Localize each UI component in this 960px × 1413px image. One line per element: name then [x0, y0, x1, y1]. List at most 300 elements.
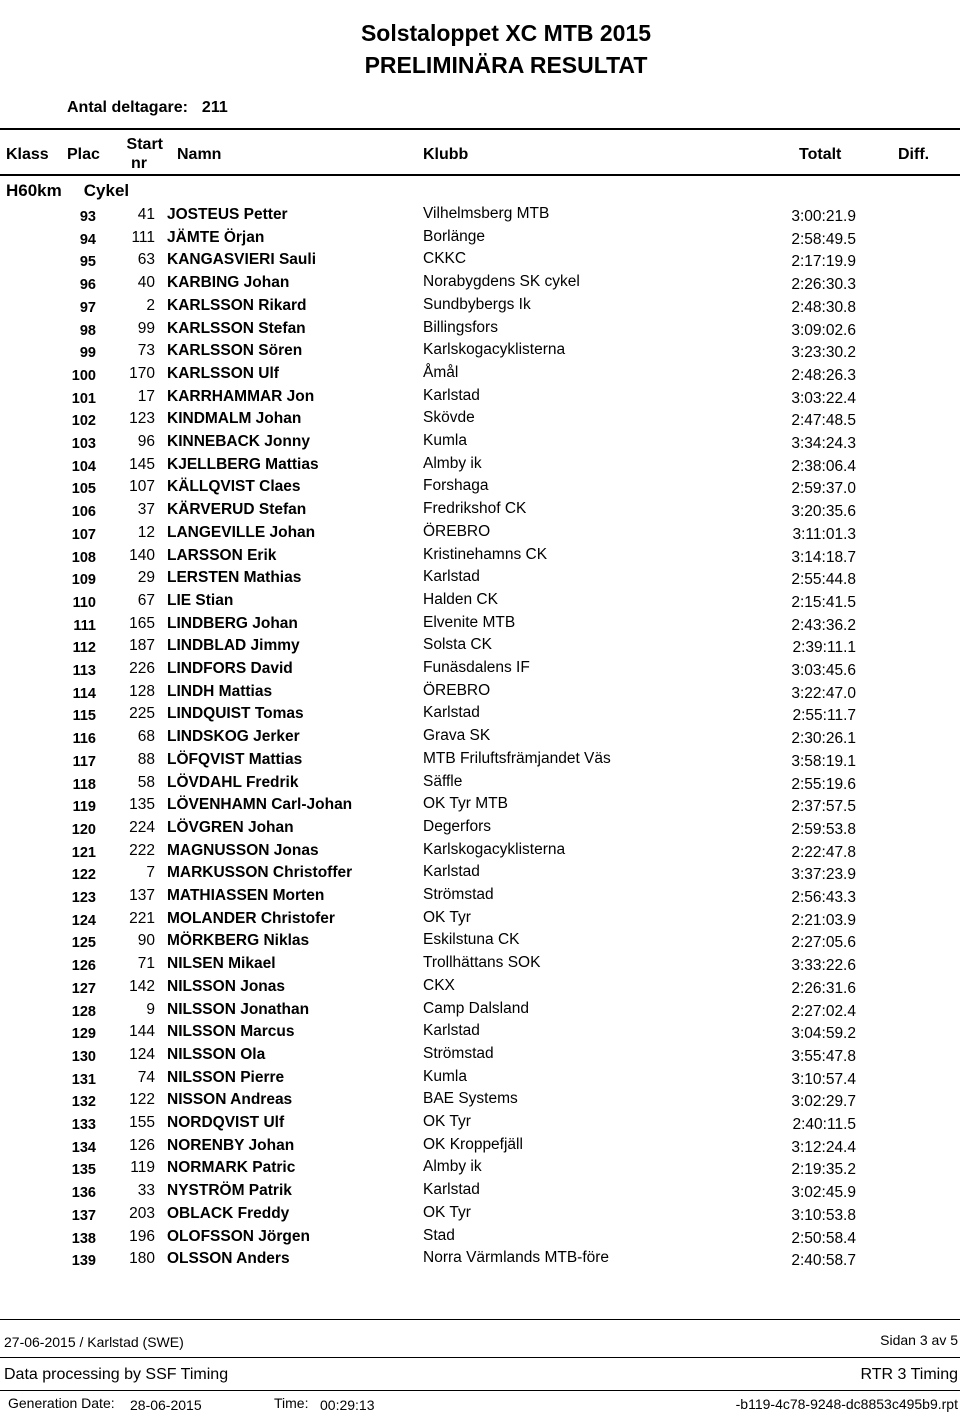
- row-total-time: 2:56:43.3: [791, 889, 856, 906]
- row-club: Degerfors: [423, 817, 492, 835]
- row-club: Kristinehamns CK: [423, 545, 548, 563]
- row-club: Fredrikshof CK: [423, 500, 527, 518]
- table-row: [0, 817, 960, 839]
- row-name: LINDH Mattias: [167, 682, 273, 700]
- row-name: KARLSSON Stefan: [167, 319, 306, 337]
- group-klass: H60km: [6, 181, 62, 200]
- footer-date-place: 27-06-2015 / Karlstad (SWE): [4, 1334, 184, 1350]
- table-row: [0, 999, 960, 1021]
- row-start-nr: 74: [137, 1068, 155, 1086]
- row-total-time: 2:26:31.6: [791, 979, 856, 997]
- table-row: [0, 408, 960, 430]
- row-club: Forshaga: [423, 477, 489, 495]
- row-start-nr: 88: [137, 750, 155, 768]
- row-start-nr: 165: [129, 614, 155, 632]
- row-name: KÄRVERUD Stefan: [167, 501, 307, 519]
- row-plac: 110: [72, 594, 96, 611]
- row-club: MTB Friluftsfrämjandet Väs: [423, 749, 611, 767]
- row-total-time: 2:55:11.7: [792, 707, 856, 725]
- table-row: [0, 522, 960, 544]
- participant-count-label: Antal deltagare:: [67, 99, 188, 116]
- row-name: NORMARK Patric: [167, 1159, 296, 1177]
- row-start-nr: 99: [137, 319, 155, 337]
- row-club: Skövde: [423, 409, 475, 427]
- row-plac: 121: [71, 844, 96, 861]
- col-header-plac: Plac: [67, 146, 100, 163]
- row-club: Strömstad: [423, 886, 494, 903]
- row-club: Karlskogacyklisterna: [423, 341, 566, 359]
- row-start-nr: 90: [137, 932, 155, 950]
- row-name: LANGEVILLE Johan: [167, 523, 316, 541]
- row-total-time: 2:21:03.9: [791, 911, 856, 929]
- row-name: NILSEN Mikael: [167, 955, 276, 973]
- row-start-nr: 107: [129, 478, 155, 496]
- row-club: Almby ik: [423, 1158, 482, 1176]
- row-club: Norabygdens SK cykel: [423, 273, 580, 291]
- table-row: [0, 658, 960, 680]
- footer-time-label: Time:: [274, 1395, 309, 1411]
- col-header-start: Start: [126, 136, 163, 153]
- row-start-nr: 9: [146, 1000, 155, 1018]
- row-club: Halden CK: [423, 590, 498, 608]
- row-plac: 104: [71, 458, 96, 475]
- row-start-nr: 126: [129, 1136, 155, 1154]
- row-club: Karlstad: [423, 568, 480, 586]
- row-start-nr: 135: [129, 796, 155, 814]
- table-row: [0, 295, 960, 317]
- row-start-nr: 29: [137, 569, 155, 587]
- table-row: [0, 363, 960, 385]
- row-plac: 93: [79, 209, 96, 225]
- row-total-time: 3:12:24.4: [791, 1138, 856, 1156]
- table-row: [0, 862, 960, 884]
- row-name: OLSSON Anders: [167, 1250, 290, 1268]
- footer-page-number: Sidan 3 av 5: [880, 1332, 958, 1348]
- row-plac: 117: [72, 753, 96, 770]
- row-total-time: 3:02:29.7: [791, 1093, 856, 1111]
- row-total-time: 2:59:37.0: [791, 480, 856, 498]
- table-row: [0, 1067, 960, 1089]
- row-name: JÄMTE Örjan: [167, 228, 265, 246]
- row-club: Karlstad: [423, 1022, 480, 1040]
- row-name: NILSSON Jonas: [167, 977, 285, 995]
- row-plac: 95: [79, 254, 96, 271]
- row-start-nr: 111: [131, 228, 155, 246]
- row-total-time: 2:48:30.8: [791, 298, 856, 316]
- row-club: OK Tyr: [423, 1203, 471, 1221]
- row-club: CKKC: [423, 250, 467, 268]
- table-row: [0, 454, 960, 476]
- row-start-nr: 222: [129, 841, 155, 859]
- row-total-time: 3:22:47.0: [791, 684, 856, 702]
- row-total-time: 2:26:30.3: [791, 276, 856, 294]
- row-total-time: 3:00:21.9: [791, 208, 856, 225]
- row-start-nr: 33: [137, 1182, 155, 1200]
- row-total-time: 2:15:41.5: [791, 593, 856, 611]
- row-club: Åmål: [423, 363, 459, 381]
- row-start-nr: 137: [129, 887, 155, 904]
- row-name: KARRHAMMAR Jon: [167, 387, 315, 405]
- row-plac: 108: [71, 549, 96, 566]
- row-plac: 106: [71, 504, 96, 521]
- row-club: Karlstad: [423, 704, 480, 722]
- table-row: [0, 794, 960, 816]
- row-start-nr: 145: [129, 455, 155, 473]
- row-name: KARLSSON Sören: [167, 342, 303, 360]
- header-bottom-rule: [0, 174, 960, 176]
- row-start-nr: 119: [130, 1159, 155, 1177]
- row-club: Vilhelmsberg MTB: [423, 205, 550, 222]
- row-club: Solsta CK: [423, 636, 492, 654]
- row-total-time: 2:55:44.8: [791, 571, 856, 589]
- row-club: Strömstad: [423, 1044, 494, 1062]
- table-row: [0, 953, 960, 975]
- table-row: [0, 703, 960, 725]
- row-name: MOLANDER Christofer: [167, 909, 335, 927]
- row-club: Funäsdalens IF: [423, 659, 530, 676]
- row-name: MÖRKBERG Niklas: [167, 932, 310, 950]
- row-total-time: 3:37:23.9: [791, 866, 856, 884]
- row-club: Elvenite MTB: [423, 613, 516, 631]
- row-total-time: 2:37:57.5: [791, 798, 856, 816]
- row-name: LERSTEN Mathias: [167, 569, 302, 587]
- row-start-nr: 41: [137, 206, 155, 223]
- table-row: [0, 340, 960, 362]
- row-total-time: 2:58:49.5: [791, 230, 856, 248]
- row-name: LINDBERG Johan: [167, 614, 298, 632]
- col-header-namn: Namn: [177, 146, 222, 163]
- row-start-nr: 63: [137, 251, 155, 269]
- table-row: [0, 1044, 960, 1066]
- table-row: [0, 1157, 960, 1179]
- row-plac: 129: [71, 1026, 96, 1043]
- row-club: Grava SK: [423, 727, 491, 745]
- row-plac: 132: [71, 1094, 96, 1111]
- footer-time: 00:29:13: [320, 1397, 375, 1413]
- row-plac: 102: [71, 413, 96, 430]
- group-heading: [6, 181, 129, 201]
- row-club: Sundbybergs Ik: [423, 295, 531, 313]
- col-header-start-nr: [113, 135, 163, 173]
- row-club: Säffle: [423, 772, 463, 790]
- row-name: NYSTRÖM Patrik: [167, 1182, 292, 1200]
- col-header-nr: nr: [131, 155, 147, 172]
- row-total-time: 2:22:47.8: [791, 843, 856, 861]
- table-row: [0, 249, 960, 271]
- footer-processing: Data processing by SSF Timing: [4, 1366, 229, 1383]
- row-plac: 131: [71, 1071, 96, 1088]
- table-row: [0, 1021, 960, 1043]
- row-start-nr: 142: [129, 977, 155, 995]
- row-plac: 134: [71, 1139, 96, 1156]
- row-name: LINDBLAD Jimmy: [167, 637, 300, 655]
- row-plac: 118: [72, 776, 96, 793]
- row-start-nr: 96: [137, 433, 155, 450]
- row-plac: 115: [72, 708, 96, 725]
- row-start-nr: 7: [146, 864, 155, 882]
- footer-file: -b119-4c78-9248-dc8853c495b9.rpt: [735, 1396, 958, 1412]
- row-start-nr: 124: [129, 1045, 155, 1063]
- row-plac: 125: [71, 935, 96, 952]
- table-row: [0, 386, 960, 408]
- table-row: [0, 885, 960, 907]
- row-start-nr: 140: [129, 546, 155, 564]
- row-name: KINNEBACK Jonny: [167, 433, 310, 450]
- row-name: KARBING Johan: [167, 274, 290, 292]
- row-total-time: 2:27:05.6: [791, 934, 856, 952]
- header-top-rule: [0, 128, 960, 130]
- row-start-nr: 221: [129, 909, 155, 927]
- row-plac: 126: [71, 958, 96, 975]
- participant-count-value: 211: [201, 99, 228, 116]
- row-total-time: 3:55:47.8: [791, 1047, 856, 1065]
- row-club: Kumla: [423, 432, 467, 449]
- row-name: NISSON Andreas: [167, 1091, 293, 1109]
- row-name: LINDQUIST Tomas: [167, 705, 304, 723]
- row-start-nr: 196: [129, 1227, 155, 1245]
- col-header-diff: Diff.: [898, 146, 930, 163]
- row-start-nr: 203: [129, 1204, 155, 1222]
- row-total-time: 2:48:26.3: [791, 366, 856, 384]
- row-name: OLOFSSON Jörgen: [167, 1227, 310, 1245]
- row-plac: 139: [71, 1253, 96, 1270]
- row-name: LÖVDAHL Fredrik: [167, 773, 299, 791]
- row-plac: 128: [71, 1003, 96, 1020]
- row-total-time: 3:11:01.3: [792, 525, 856, 543]
- row-plac: 122: [71, 867, 96, 884]
- row-name: LINDSKOG Jerker: [167, 728, 300, 746]
- row-plac: 119: [72, 799, 96, 816]
- row-plac: 113: [72, 663, 96, 679]
- row-club: Billingsfors: [423, 318, 498, 336]
- row-club: Karlstad: [423, 1181, 480, 1199]
- row-club: Camp Dalsland: [423, 999, 529, 1017]
- row-plac: 107: [71, 526, 96, 543]
- col-header-klubb: Klubb: [423, 146, 469, 163]
- row-name: NILSSON Pierre: [167, 1068, 285, 1086]
- row-start-nr: 2: [146, 296, 155, 314]
- row-name: JOSTEUS Petter: [167, 206, 288, 223]
- row-start-nr: 144: [129, 1023, 155, 1041]
- row-total-time: 2:50:58.4: [791, 1229, 856, 1247]
- row-total-time: 3:03:45.6: [791, 662, 856, 679]
- row-name: NILSSON Jonathan: [167, 1000, 310, 1018]
- row-plac: 112: [72, 640, 96, 657]
- row-total-time: 3:33:22.6: [791, 957, 856, 975]
- row-total-time: 3:20:35.6: [791, 503, 856, 521]
- table-row: [0, 1203, 960, 1225]
- row-plac: 111: [73, 617, 96, 634]
- table-row: [0, 499, 960, 521]
- row-plac: 101: [71, 390, 96, 407]
- row-club: Karlskogacyklisterna: [423, 840, 566, 858]
- row-total-time: 3:10:53.8: [791, 1206, 856, 1224]
- row-plac: 114: [72, 685, 96, 702]
- row-total-time: 2:17:19.9: [791, 253, 856, 271]
- row-start-nr: 187: [129, 637, 155, 655]
- row-name: KARLSSON Rikard: [167, 296, 307, 314]
- row-club: Karlstad: [423, 863, 480, 881]
- row-name: NILSSON Marcus: [167, 1023, 295, 1041]
- row-plac: 103: [71, 436, 96, 452]
- row-start-nr: 71: [137, 955, 155, 973]
- table-row: [0, 726, 960, 748]
- row-total-time: 2:19:35.2: [791, 1161, 856, 1179]
- row-plac: 135: [71, 1162, 96, 1179]
- row-plac: 100: [71, 367, 96, 384]
- row-name: KANGASVIERI Sauli: [167, 251, 316, 269]
- table-row: [0, 772, 960, 794]
- col-header-totalt: Totalt: [799, 146, 842, 163]
- col-header-klass: Klass: [6, 146, 49, 163]
- row-club: ÖREBRO: [423, 681, 491, 699]
- row-club: Eskilstuna CK: [423, 931, 520, 949]
- row-club: Almby ik: [423, 454, 482, 472]
- table-row: [0, 1248, 960, 1270]
- row-name: LIE Stian: [167, 591, 234, 609]
- row-plac: 99: [79, 345, 96, 362]
- row-start-nr: 37: [137, 501, 155, 519]
- row-start-nr: 67: [137, 591, 155, 609]
- row-start-nr: 123: [129, 410, 155, 428]
- row-plac: 127: [71, 980, 96, 997]
- row-start-nr: 17: [137, 387, 155, 405]
- row-plac: 136: [71, 1185, 96, 1202]
- row-total-time: 2:47:48.5: [791, 412, 856, 430]
- row-total-time: 3:23:30.2: [791, 344, 856, 362]
- row-start-nr: 226: [129, 660, 155, 677]
- row-plac: 137: [71, 1207, 96, 1224]
- row-start-nr: 40: [137, 274, 155, 292]
- row-club: Kumla: [423, 1067, 467, 1085]
- row-total-time: 2:55:19.6: [791, 775, 856, 793]
- row-start-nr: 128: [129, 682, 155, 700]
- row-name: LÖFQVIST Mattias: [167, 750, 303, 768]
- row-plac: 120: [71, 821, 96, 838]
- row-total-time: 2:59:53.8: [791, 820, 856, 838]
- row-start-nr: 68: [137, 728, 155, 746]
- row-name: MARKUSSON Christoffer: [167, 864, 353, 882]
- row-club: Stad: [423, 1226, 455, 1244]
- row-plac: 133: [71, 1117, 96, 1133]
- row-total-time: 2:38:06.4: [791, 457, 856, 475]
- table-row: [0, 227, 960, 249]
- row-total-time: 2:43:36.2: [791, 616, 856, 634]
- row-name: KÄLLQVIST Claes: [167, 478, 301, 496]
- row-name: LINDFORS David: [167, 660, 293, 677]
- row-total-time: 2:40:58.7: [791, 1252, 856, 1270]
- table-row: [0, 681, 960, 703]
- row-total-time: 3:09:02.6: [791, 321, 856, 339]
- row-total-time: 2:30:26.1: [791, 730, 856, 748]
- table-row: [0, 1226, 960, 1248]
- row-name: NORDQVIST Ulf: [167, 1114, 285, 1131]
- row-total-time: 2:40:11.5: [792, 1116, 856, 1133]
- row-name: MAGNUSSON Jonas: [167, 841, 319, 859]
- row-plac: 123: [71, 890, 96, 906]
- row-name: KARLSSON Ulf: [167, 364, 279, 382]
- page-subtitle: PRELIMINÄRA RESULTAT: [364, 52, 648, 78]
- row-club: Karlstad: [423, 386, 480, 404]
- row-start-nr: 224: [129, 818, 155, 836]
- row-club: OK Tyr MTB: [423, 795, 508, 813]
- row-total-time: 3:34:24.3: [791, 435, 856, 452]
- footer-rule-2: [0, 1357, 960, 1358]
- row-name: LÖVENHAMN Carl-Johan: [167, 796, 353, 814]
- row-plac: 98: [79, 322, 96, 339]
- row-name: MATHIASSEN Morten: [167, 887, 325, 904]
- row-start-nr: 180: [129, 1250, 155, 1268]
- row-club: Norra Värmlands MTB-före: [423, 1249, 610, 1267]
- table-row: [0, 204, 960, 226]
- row-club: Borlänge: [423, 227, 486, 245]
- table-row: [0, 476, 960, 498]
- table-row: [0, 567, 960, 589]
- row-club: ÖREBRO: [423, 522, 491, 540]
- row-start-nr: 122: [129, 1091, 155, 1109]
- row-total-time: 3:02:45.9: [791, 1184, 856, 1202]
- row-total-time: 3:03:22.4: [791, 389, 856, 407]
- footer-software: RTR 3 Timing: [860, 1366, 958, 1383]
- row-club: CKX: [423, 976, 455, 994]
- row-start-nr: 155: [129, 1114, 155, 1131]
- row-club: BAE Systems: [423, 1090, 518, 1108]
- table-row: [0, 930, 960, 952]
- row-start-nr: 12: [137, 523, 155, 541]
- row-club: OK Tyr: [423, 908, 471, 926]
- row-name: NILSSON Ola: [167, 1045, 266, 1063]
- page-title: Solstaloppet XC MTB 2015: [360, 20, 652, 46]
- row-total-time: 2:27:02.4: [791, 1002, 856, 1020]
- row-total-time: 3:10:57.4: [791, 1070, 856, 1088]
- table-row: [0, 318, 960, 340]
- row-start-nr: 225: [129, 705, 155, 723]
- table-row: [0, 635, 960, 657]
- table-row: [0, 908, 960, 930]
- footer-gen-date: 28-06-2015: [130, 1397, 202, 1413]
- group-category: Cykel: [83, 181, 130, 200]
- table-row: [0, 431, 960, 453]
- table-row: [0, 545, 960, 567]
- row-name: LÖVGREN Johan: [167, 818, 294, 836]
- row-total-time: 3:58:19.1: [791, 752, 856, 770]
- row-start-nr: 58: [137, 773, 155, 791]
- row-plac: 138: [71, 1230, 96, 1247]
- row-plac: 116: [72, 731, 96, 748]
- participant-count: [67, 99, 228, 117]
- row-name: LARSSON Erik: [167, 546, 277, 564]
- row-plac: 96: [79, 277, 96, 294]
- row-plac: 94: [79, 231, 96, 248]
- row-name: NORENBY Johan: [167, 1136, 295, 1154]
- row-club: OK Tyr: [423, 1113, 471, 1130]
- row-total-time: 3:04:59.2: [791, 1025, 856, 1043]
- row-plac: 97: [79, 299, 96, 316]
- row-club: OK Kroppefjäll: [423, 1135, 523, 1153]
- row-plac: 109: [71, 572, 96, 589]
- row-plac: 124: [71, 912, 96, 929]
- row-total-time: 3:14:18.7: [791, 548, 856, 566]
- footer-gen-date-label: Generation Date:: [8, 1395, 115, 1411]
- row-start-nr: 73: [137, 342, 155, 360]
- row-total-time: 2:39:11.1: [792, 639, 856, 657]
- row-plac: 105: [71, 481, 96, 498]
- row-name: KINDMALM Johan: [167, 410, 302, 428]
- table-row: [0, 272, 960, 294]
- table-row: [0, 1089, 960, 1111]
- table-row: [0, 976, 960, 998]
- footer-rule-1: [0, 1319, 960, 1320]
